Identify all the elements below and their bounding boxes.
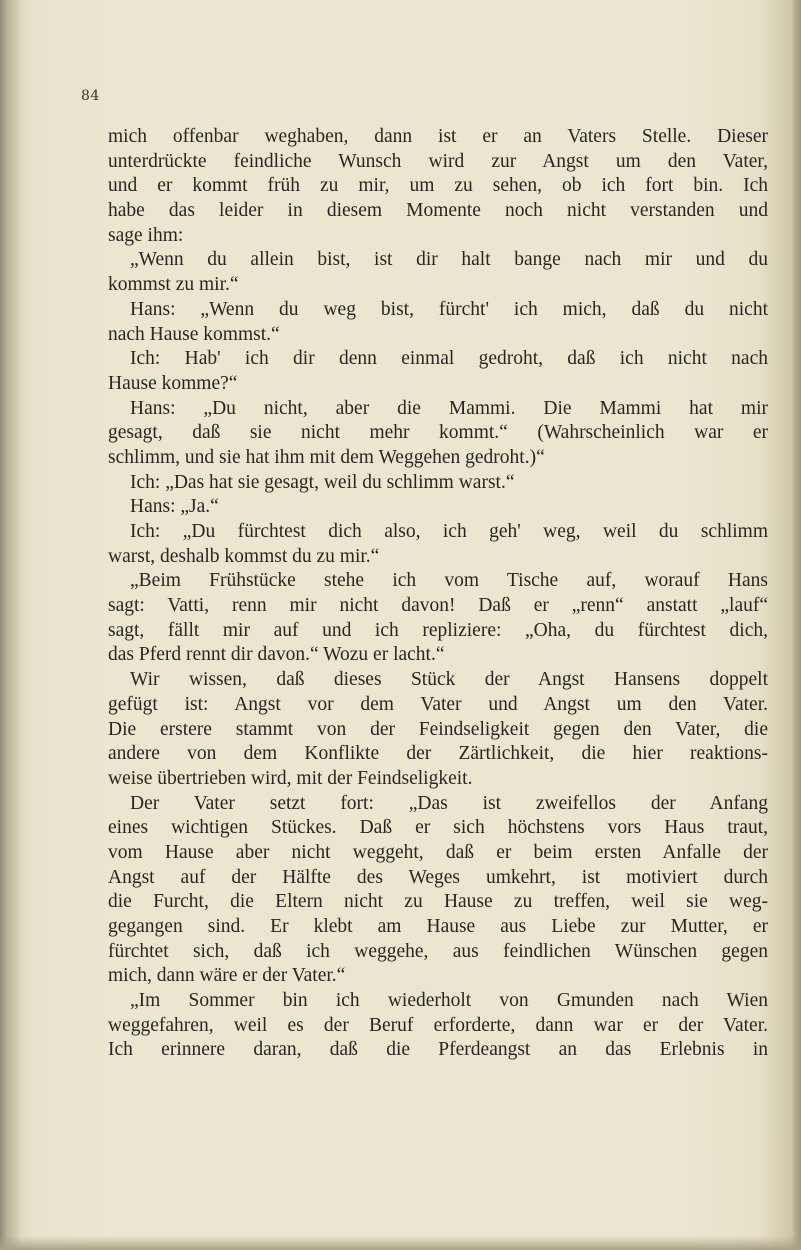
text-line: sagt, fällt mir auf und ich repliziere: „Oha, du fürchtest dich,: [108, 619, 768, 641]
page-number: 84: [81, 88, 100, 104]
text-line: Wir wissen, daß dieses Stück der Angst Hansens doppelt: [130, 669, 768, 691]
text-line: weise übertrieben wird, mit der Feindseligkeit.: [108, 767, 473, 789]
text-line: Angst auf der Hälfte des Weges umkehrt, ist motiviert durch: [108, 866, 768, 888]
text-line: Ich: „Das hat sie gesagt, weil du schlimm warst.“: [130, 471, 515, 493]
text-line: mich offenbar weghaben, dann ist er an Vaters Stelle. Dieser: [108, 126, 768, 147]
binding-shadow: [0, 0, 22, 1250]
text-line: warst, deshalb kommst du zu mir.“: [108, 545, 380, 567]
text-line: eines wichtigen Stückes. Daß er sich höchstens vors Haus traut,: [108, 817, 768, 839]
text-line: gefügt ist: Angst vor dem Vater und Angst um den Vater.: [108, 693, 768, 715]
text-line: „Wenn du allein bist, ist dir halt bange nach mir und du: [130, 249, 768, 271]
text-line: habe das leider in diesem Momente noch nicht verstanden und: [108, 200, 768, 222]
text-line: Ich erinnere daran, daß die Pferdeangst an das Erlebnis in: [108, 1039, 768, 1061]
text-line: mich, dann wäre er der Vater.“: [108, 965, 346, 987]
text-line: gesagt, daß sie nicht mehr kommt.“ (Wahrscheinlich war er: [108, 422, 768, 444]
text-line: gegangen sind. Er klebt am Hause aus Liebe zur Mutter, er: [108, 916, 768, 937]
text-line: andere von dem Konflikte der Zärtlichkeit, die hier reaktions-: [108, 743, 768, 765]
text-line: Die erstere stammt von der Feindseligkeit gegen den Vater, die: [108, 718, 768, 740]
text-line: die Furcht, die Eltern nicht zu Hause zu treffen, weil sie weg-: [108, 891, 768, 913]
text-line: Hause komme?“: [108, 372, 238, 394]
text-line: weggefahren, weil es der Beruf erforderte, dann war er der Vater.: [108, 1014, 768, 1036]
text-line: das Pferd rennt dir davon.“ Wozu er lacht.“: [108, 644, 445, 666]
text-line: fürchtet sich, daß ich weggehe, aus feindlichen Wünschen gegen: [108, 940, 768, 962]
page-edge-right: [791, 0, 801, 1250]
text-line: schlimm, und sie hat ihm mit dem Weggehen gedroht.)“: [108, 446, 545, 468]
text-line: unterdrückte feindliche Wunsch wird zur Angst um den Vater,: [108, 150, 768, 172]
text-line: Hans: „Wenn du weg bist, fürcht' ich mich, daß du nicht: [130, 298, 768, 320]
text-line: Ich: Hab' ich dir denn einmal gedroht, daß ich nicht nach: [130, 348, 768, 370]
text-line: nach Hause kommst.“: [108, 323, 280, 345]
text-line: Hans: „Ja.“: [130, 496, 219, 518]
text-line: vom Hause aber nicht weggeht, daß er beim ersten Anfalle der: [108, 841, 768, 863]
text-line: Ich: „Du fürchtest dich also, ich geh' weg, weil du schlimm: [130, 521, 768, 542]
text-line: Hans: „Du nicht, aber die Mammi. Die Mammi hat mir: [130, 397, 768, 419]
text-line: und er kommt früh zu mir, um zu sehen, ob ich fort bin. Ich: [108, 175, 768, 197]
text-line: sage ihm:: [108, 224, 184, 246]
text-line: Der Vater setzt fort: „Das ist zweifellos der Anfang: [130, 792, 768, 814]
text-line: kommst zu mir.“: [108, 274, 239, 296]
text-line: „Beim Frühstücke stehe ich vom Tische auf, worauf Hans: [130, 570, 768, 592]
text-line: „Im Sommer bin ich wiederholt von Gmunden nach Wien: [130, 990, 768, 1012]
page-edge-bottom: [0, 1236, 801, 1250]
text-line: sagt: Vatti, renn mir nicht davon! Daß er „renn“ anstatt „lauf“: [108, 595, 768, 617]
body-text: [108, 125, 768, 1063]
